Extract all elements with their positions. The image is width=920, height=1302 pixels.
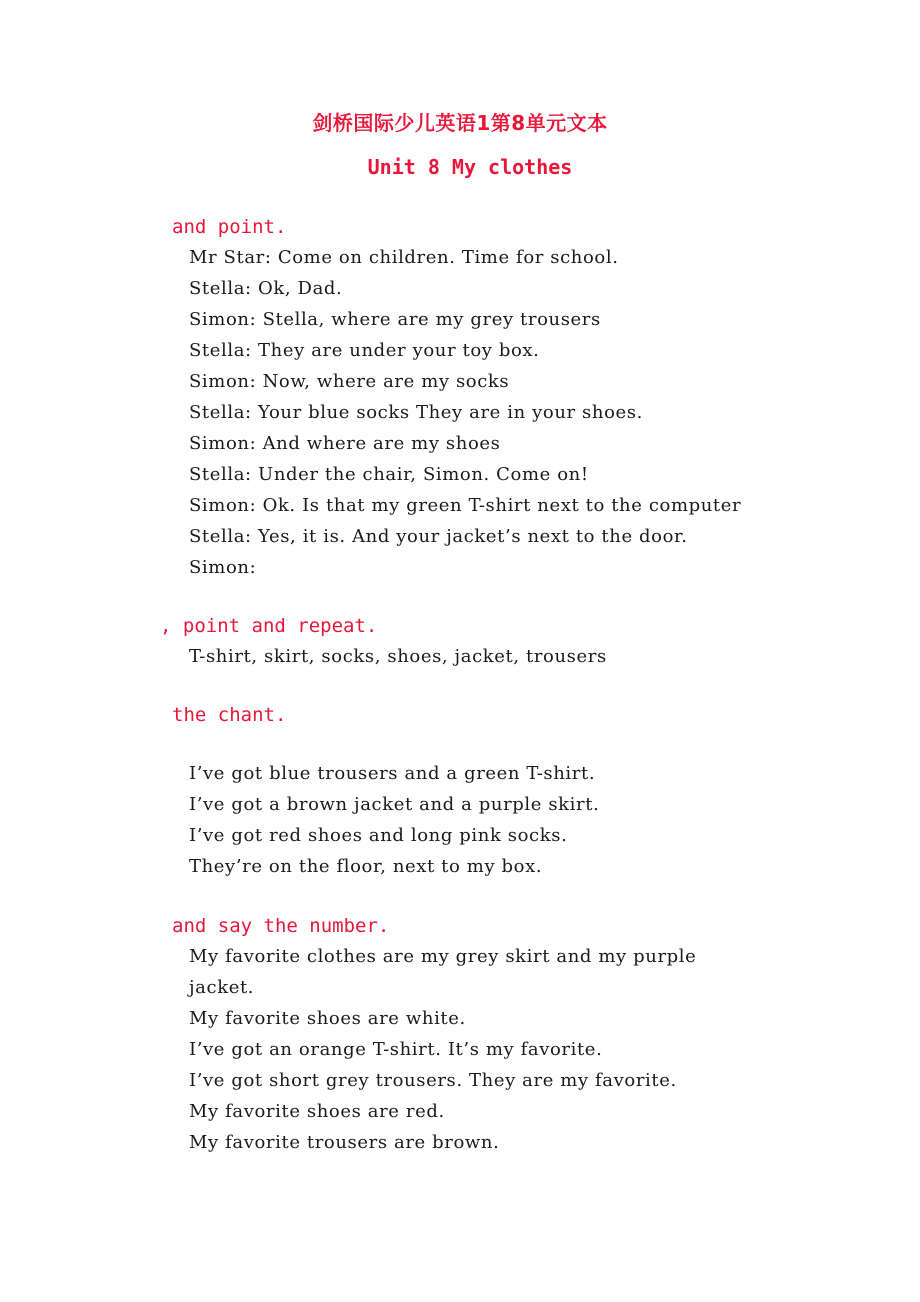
document-title-cn: 剑桥国际少儿英语1第8单元文本 [312,111,608,135]
section-heading-chant: the chant. [172,704,287,726]
dialogue-line: Stella: Yes, it is. And your jacket’s next to the door. [189,526,688,547]
section-favorites [189,944,696,1161]
section-vocabulary [189,644,607,675]
favorites-line: My favorite trousers are brown. [189,1132,500,1153]
dialogue-line: Stella: They are under your toy box. [189,340,540,361]
favorites-line: I’ve got short grey trousers. They are my favorite. [189,1070,677,1091]
document-title-en: Unit 8 My clothes [367,155,573,179]
dialogue-line: Simon: Stella, where are my grey trousers [189,309,601,330]
dialogue-line: Stella: Under the chair, Simon. Come on! [189,464,589,485]
favorites-line: My favorite shoes are red. [189,1101,445,1122]
favorites-line: jacket. [189,977,255,998]
section-heading-point-repeat: , point and repeat. [160,615,378,637]
dialogue-line: Simon: Now, where are my socks [189,371,510,392]
chant-line: I’ve got blue trousers and a green T-shirt. [189,763,596,784]
favorites-line: I’ve got an orange T-shirt. It’s my favorite. [189,1039,603,1060]
dialogue-line: Simon: [189,557,257,578]
favorites-line: My favorite shoes are white. [189,1008,466,1029]
section-chant [189,761,599,885]
dialogue-line: Simon: Ok. Is that my green T-shirt next to the computer [189,495,742,516]
dialogue-line: Mr Star: Come on children. Time for school. [189,247,619,268]
dialogue-line: Simon: And where are my shoes [189,433,501,454]
chant-line: I’ve got a brown jacket and a purple skirt. [189,794,600,815]
section-dialogue [189,245,741,586]
section-heading-say-number: and say the number. [172,915,390,937]
dialogue-line: Stella: Your blue socks They are in your shoes. [189,402,643,423]
favorites-line: My favorite clothes are my grey skirt and my purple [189,946,697,967]
section-heading-listen-point: and point. [172,216,287,238]
chant-line: I’ve got red shoes and long pink socks. [189,825,568,846]
dialogue-line: Stella: Ok, Dad. [189,278,343,299]
vocabulary-line: T-shirt, skirt, socks, shoes, jacket, trousers [189,646,607,667]
chant-line: They’re on the floor, next to my box. [189,856,543,877]
